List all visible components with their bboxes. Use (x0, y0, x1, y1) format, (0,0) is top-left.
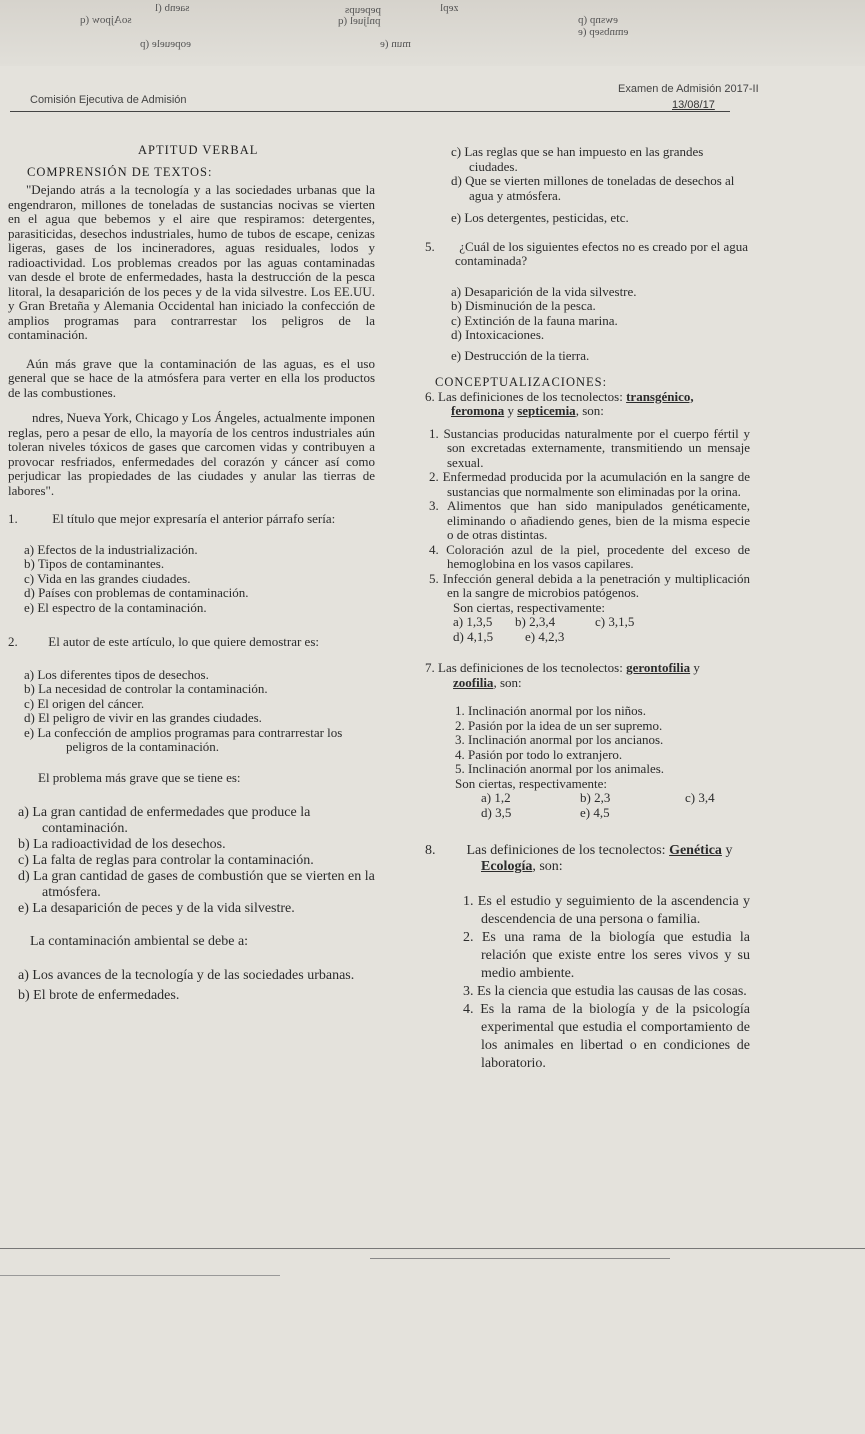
question-3 (8, 771, 375, 918)
term-transgenico: transgénico, (626, 388, 694, 404)
answer-option[interactable]: d) Países con problemas de contaminación. (24, 585, 249, 600)
question-text: El autor de este artículo, lo que quiere demostrar es: (48, 634, 319, 649)
section-title-conceptualizaciones: CONCEPTUALIZACIONES: (435, 375, 608, 389)
term-septicemia: septicemia (517, 403, 576, 418)
answer-option[interactable]: c) Vida en las grandes ciudades. (24, 570, 191, 586)
answer-option[interactable]: a) Los diferentes tipos de desechos. (24, 666, 209, 682)
definition-item: 4. Pasión por todo lo extranjero. (455, 746, 623, 762)
question-text: , son: (575, 403, 604, 418)
answer-option[interactable]: e) 4,5 (580, 805, 610, 820)
definition-item: 3. Inclinación anormal por los ancianos. (455, 732, 664, 747)
answer-option[interactable]: a) La gran cantidad de enfermedades que produce la contaminación. (18, 805, 311, 836)
question-text: , son: (532, 859, 563, 874)
bleed-text: soAjpow (q (80, 14, 132, 26)
answer-option[interactable]: c) 3,1,5 (595, 614, 635, 629)
section-title-aptitud-verbal: APTITUD VERBAL (138, 143, 259, 157)
term-genetica: Genética (669, 843, 722, 858)
question-text: y (725, 843, 733, 858)
term-ecologia: Ecología (481, 859, 533, 874)
answer-option[interactable]: b) Disminución de la pesca. (451, 298, 596, 313)
answer-option[interactable]: d) 4,1,5 (453, 629, 494, 644)
answer-option[interactable]: b) 2,3,4 (515, 614, 556, 629)
term-zoofilia: zoofilia (453, 674, 494, 690)
definition-item: 3. Es la ciencia que estudia las causas de las cosas. (463, 984, 747, 999)
question-6 (425, 390, 750, 646)
definition-item: 2. Pasión por la idea de un ser supremo. (455, 717, 663, 733)
answer-option[interactable]: b) Tipos de contaminantes. (24, 556, 165, 571)
question-number: 5. (425, 238, 435, 254)
header-rule (10, 111, 730, 112)
answer-option[interactable]: c) La falta de reglas para controlar la contaminación. (18, 853, 314, 868)
answer-option[interactable]: c) Extinción de la fauna marina. (451, 312, 618, 328)
answer-option[interactable]: a) Los avances de la tecnología y de las sociedades urbanas. (18, 967, 355, 983)
bleed-text: saenb (l (155, 2, 190, 14)
answer-option[interactable]: d) El peligro de vivir en las grandes ciudades. (24, 710, 262, 725)
definition-item: 1. Es el estudio y seguimiento de la ascendencia y descendencia de una persona o familia. (463, 894, 750, 927)
question-text: ¿Cuál de los siguientes efectos no es creado por el agua contaminada? (455, 238, 749, 268)
subsection-title-comprension: COMPRENSIÓN DE TEXTOS: (27, 165, 213, 179)
definition-item: 5. Infección general debida a la penetración y multiplicación en la sangre de microbios patógenos. (429, 570, 750, 600)
passage-paragraph: ndres, Nueva York, Chicago y Los Ángeles, actualmente imponen reglas, pero a pesar de ello, la mayoría de los centros industriales aún toleran niveles tóxicos de gases que carcomen vidas y contribuyen a provocar resfriados, enfermedades del corazón y cáncer así como perjudicar las propiedades de las ciudades y anular las tierras de labores". (8, 410, 375, 498)
answer-option[interactable]: d) Intoxicaciones. (451, 327, 545, 342)
passage-paragraph: Aún más grave que la contaminación de las aguas, es el uso general que se hace de la atmósfera para verter en ella los productos de las combustiones. (8, 355, 375, 400)
answer-option[interactable]: e) La desaparición de peces y de la vida silvestre. (18, 901, 295, 916)
answer-option[interactable]: e) 4,2,3 (525, 629, 565, 644)
definition-item: 2. Enfermedad producida por la acumulación en la sangre de sustancias que normalmente son eliminadas por la orina. (429, 469, 750, 499)
answer-option[interactable]: a) Desaparición de la vida silvestre. (451, 283, 637, 299)
definition-item: 1. Inclinación anormal por los niños. (455, 703, 646, 718)
question-1 (8, 512, 375, 615)
question-text: El título que mejor expresaría el anterior párrafo sería: (52, 511, 336, 526)
passage-paragraph: "Dejando atrás a la tecnología y a las sociedades urbanas que la engendraron, millones de toneladas de sustancias nocivas se vierten en el agua que bebemos y el aire que respiramos: detergentes, parasiticidas, desechos industriales, humo de tubos de escape, cenizas ligeras, gases de los incineradores, aguas residuales, lodos y radioactividad. Los problemas creados por las aguas contaminadas van desde el brote de enfermedades, hasta la destrucción de la pesca litoral, la desaparición de los peces y de la vida silvestre. Los EE.UU. y Gran Bretaña y Alemania Occidental han iniciado la confección de amplios programas para contrarrestar los peligros de la contaminación. (8, 182, 375, 342)
question-text: Las definiciones de los tecnolectos: (466, 843, 666, 858)
bottom-rule (0, 1248, 865, 1249)
definition-item: 1. Sustancias producidas naturalmente por el cuerpo fértil y son excretadas externamente, transmitiendo un mensaje sexual. (429, 425, 750, 470)
answer-option[interactable]: a) 1,3,5 (453, 614, 493, 629)
answer-option[interactable]: b) La necesidad de controlar la contaminación. (24, 681, 268, 696)
answer-option[interactable]: b) El brote de enfermedades. (18, 987, 180, 1003)
question-8 (425, 843, 750, 1073)
question-text: y (507, 403, 514, 418)
bleed-text: pnljuel (q (338, 15, 381, 27)
definition-item: 3. Alimentos que han sido manipulados genéticamente, eliminando o añadiendo genes, bien de la misma especie o de otras distintas. (429, 498, 750, 542)
question-text: 6. Las definiciones de los tecnolectos: (425, 388, 623, 404)
header-exam-title: Examen de Admisión 2017-II (618, 83, 759, 95)
question-number: 8. (425, 843, 436, 858)
bleed-text: ewsnp (p (578, 14, 619, 26)
left-column (8, 183, 375, 1004)
answer-option[interactable]: b) 2,3 (580, 790, 611, 805)
answer-option[interactable]: c) 3,4 (685, 790, 715, 805)
question-text: El problema más grave que se tiene es: (38, 769, 241, 785)
question-text: 7. Las definiciones de los tecnolectos: (425, 660, 623, 675)
question-2 (8, 635, 375, 755)
answer-option[interactable]: d) Que se vierten millones de toneladas de desechos al agua y atmósfera. (451, 173, 735, 203)
answer-option[interactable]: e) El espectro de la contaminación. (24, 599, 207, 615)
definition-item: 4. Coloración azul de la piel, procedente del exceso de hemoglobina en los vasos capilares. (429, 541, 750, 571)
definition-item: 2. Es una rama de la biología que estudia la relación que existe entre los seres vivos y su medio ambiente. (463, 930, 750, 981)
bleed-text: emnbsep (e (578, 26, 629, 38)
right-column (425, 145, 750, 1073)
header-date: 13/08/17 (672, 99, 715, 111)
bottom-rule (370, 1258, 670, 1259)
answer-label: Son ciertas, respectivamente: (453, 599, 605, 615)
bleed-through-area (0, 0, 865, 66)
definition-item: 5. Inclinación anormal por los animales. (455, 761, 665, 776)
question-5 (425, 240, 750, 364)
answer-option[interactable]: e) Destrucción de la tierra. (451, 347, 590, 363)
question-text: y (693, 660, 700, 675)
answer-option[interactable]: c) El origen del cáncer. (24, 695, 145, 711)
answer-option[interactable]: e) La confección de amplios programas para contrarrestar los peligros de la contaminación. (24, 724, 343, 754)
answer-option[interactable]: b) La radioactividad de los desechos. (18, 837, 226, 852)
question-7 (425, 661, 750, 821)
question-text: , son: (493, 674, 522, 690)
answer-option[interactable]: a) 1,2 (481, 790, 511, 805)
answer-option[interactable]: c) Las reglas que se han impuesto en las grandes ciudades. (451, 144, 704, 174)
bleed-text: eopeuele (p (140, 38, 191, 50)
answer-option[interactable]: a) Efectos de la industrialización. (24, 541, 198, 557)
question-text: La contaminación ambiental se debe a: (30, 934, 249, 949)
header-institution: Comisión Ejecutiva de Admisión (30, 94, 187, 106)
term-feromona: feromona (451, 403, 505, 418)
question-number: 2. (8, 634, 18, 649)
question-4 (8, 935, 375, 1004)
bleed-text: pepeups (345, 4, 382, 16)
definition-item: 4. Es la rama de la biología y de la psicología experimental que estudia el comportamiento de los animales en libertad o en condiciones de laboratorio. (463, 1002, 750, 1071)
answer-option[interactable]: d) La gran cantidad de gases de combustión que se vierten en la atmósfera. (18, 869, 375, 900)
answer-option[interactable]: d) 3,5 (481, 805, 512, 820)
term-gerontofilia: gerontofilia (626, 660, 691, 675)
answer-option[interactable]: e) Los detergentes, pesticidas, etc. (451, 210, 629, 225)
bottom-rule (0, 1275, 280, 1276)
bleed-text: zepl (440, 2, 459, 14)
question-number: 1. (8, 511, 18, 526)
answer-label: Son ciertas, respectivamente: (455, 775, 607, 791)
bleed-text: mun (e (380, 38, 411, 50)
